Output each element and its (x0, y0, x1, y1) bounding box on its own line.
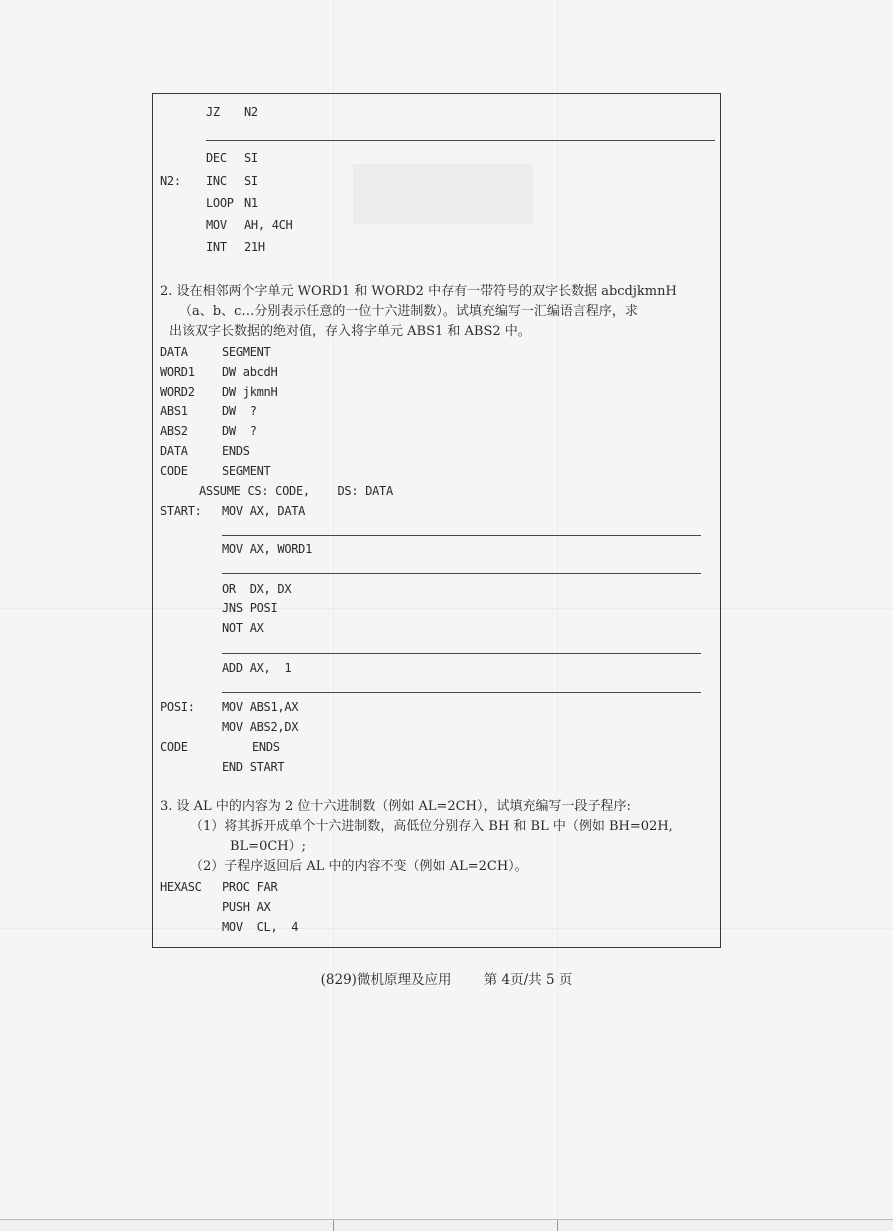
code-op: INC (206, 174, 227, 188)
code-arg: N1 (244, 196, 258, 210)
code-label: N2: (160, 174, 181, 188)
question-3-text: （1）将其拆开成单个十六进制数，高低位分别存入 BH 和 BL 中（例如 BH=02H, (190, 819, 673, 834)
code-line: MOV AX, DATA (222, 504, 306, 518)
answer-blank (206, 140, 715, 141)
code-arg: SI (244, 151, 258, 165)
code-line: ENDS (222, 444, 250, 458)
code-line: ADD AX, 1 (222, 661, 292, 675)
code-line: NOT AX (222, 621, 264, 635)
code-label: START: (160, 504, 202, 518)
code-line: OR DX, DX (222, 582, 292, 596)
code-line: ENDS (252, 740, 280, 754)
page-footer (0, 968, 893, 988)
page-number: 第 4页/共 5 页 (483, 972, 573, 988)
question-2-text: 出该双字长数据的绝对值，存入将字单元 ABS1 和 ABS2 中。 (169, 324, 531, 339)
code-label: DATA (160, 444, 188, 458)
code-arg: N2 (244, 105, 258, 119)
code-arg: AH, 4CH (244, 218, 293, 232)
code-line: PUSH AX (222, 900, 271, 914)
scan-smudge (353, 164, 533, 224)
code-label: WORD2 (160, 385, 195, 399)
scan-bottom-edge (0, 1219, 893, 1231)
answer-blank (222, 692, 701, 693)
code-line: JNS POSI (222, 601, 278, 615)
code-line: DW jkmnH (222, 385, 278, 399)
code-op: JZ (206, 105, 220, 119)
answer-blank (222, 573, 701, 574)
answer-blank (222, 653, 701, 654)
code-line: MOV ABS1,AX (222, 700, 299, 714)
code-op: LOOP (206, 196, 234, 210)
answer-blank (222, 535, 701, 536)
exam-content-frame (152, 93, 721, 948)
code-label: CODE (160, 464, 188, 478)
code-line: DW abcdH (222, 365, 278, 379)
code-line: SEGMENT (222, 464, 271, 478)
code-op: DEC (206, 151, 227, 165)
code-line: MOV ABS2,DX (222, 720, 299, 734)
course-title: (829)微机原理及应用 (320, 972, 452, 988)
code-line: MOV CL, 4 (222, 920, 299, 934)
code-label: DATA (160, 345, 188, 359)
code-line: END START (222, 760, 285, 774)
code-label: HEXASC (160, 880, 202, 894)
code-label: ABS1 (160, 404, 188, 418)
code-arg: 21H (244, 240, 265, 254)
code-line: MOV AX, WORD1 (222, 542, 313, 556)
code-label: ABS2 (160, 424, 188, 438)
code-line: PROC FAR (222, 880, 278, 894)
question-3-text: （2）子程序返回后 AL 中的内容不变（例如 AL=2CH）。 (190, 859, 528, 874)
code-op: MOV (206, 218, 227, 232)
code-line: SEGMENT (222, 345, 271, 359)
code-label: POSI: (160, 700, 195, 714)
code-line: DW ? (222, 424, 257, 438)
question-3-text: BL=0CH）; (230, 839, 307, 854)
code-line: DW ? (222, 404, 257, 418)
code-label: WORD1 (160, 365, 195, 379)
question-3-text: 3. 设 AL 中的内容为 2 位十六进制数（例如 AL=2CH），试填充编写一段子程序: (160, 799, 631, 814)
question-2-text: 2. 设在相邻两个字单元 WORD1 和 WORD2 中存有一带符号的双字长数据 abcdjkmnH (160, 284, 677, 299)
code-line: ASSUME CS: CODE, DS: DATA (199, 484, 393, 498)
code-op: INT (206, 240, 227, 254)
question-2-text: （a、b、c…分别表示任意的一位十六进制数）。试填充编写一汇编语言程序，求 (179, 304, 638, 319)
code-label: CODE (160, 740, 188, 754)
code-arg: SI (244, 174, 258, 188)
